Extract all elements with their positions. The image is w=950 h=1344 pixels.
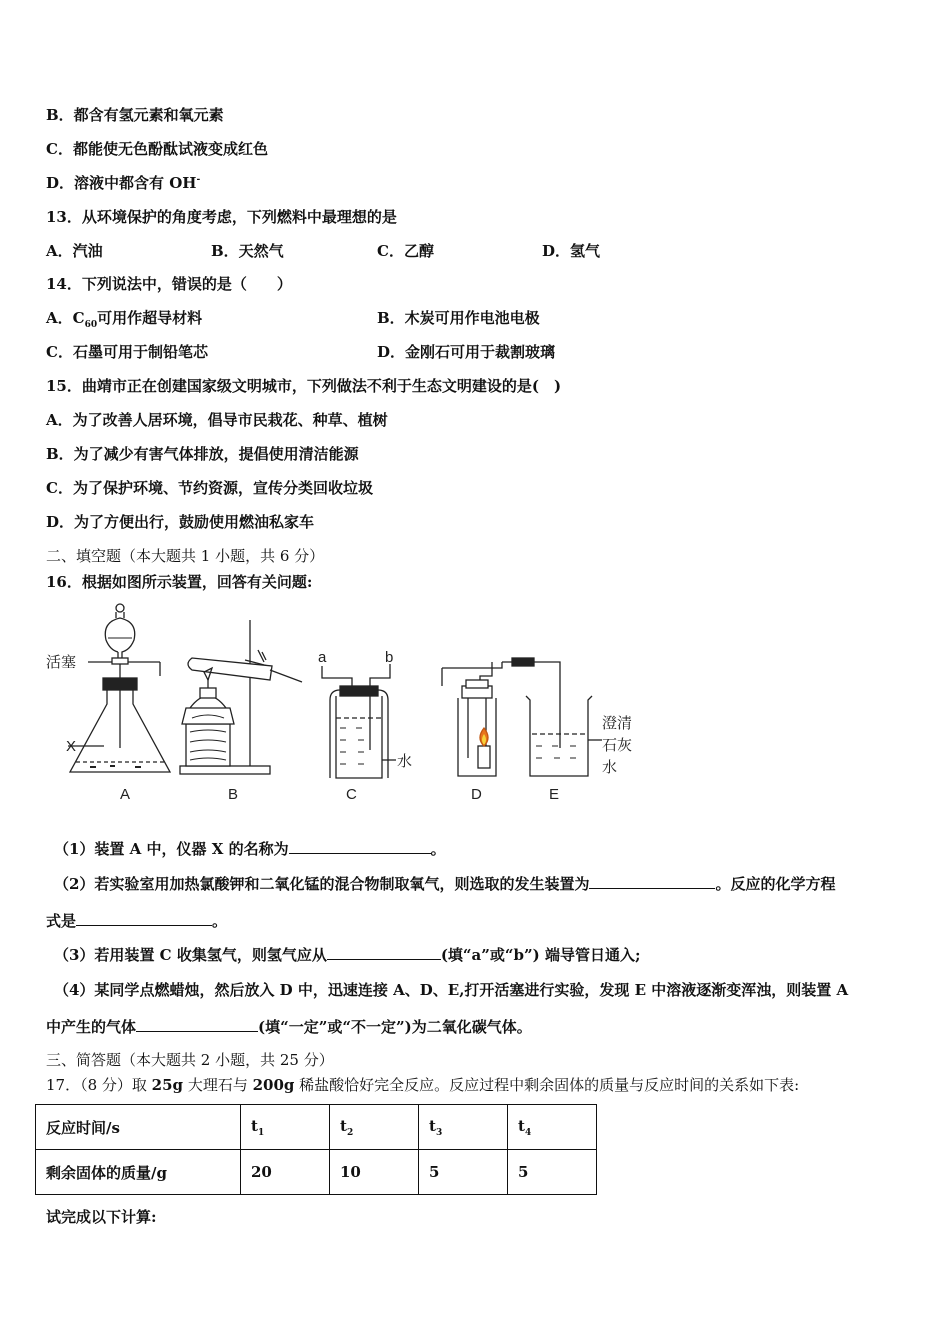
t1-letter: t (251, 1116, 258, 1135)
q17-stem-e: 稀盐酸恰好完全反应。反应过程中剩余固体的质量与反应时间的关系如下表: (294, 1076, 800, 1094)
q16-part3-blank[interactable] (327, 944, 441, 960)
q12-option-d (46, 172, 200, 193)
t3-letter: t (429, 1116, 436, 1135)
table-cell-t1 (241, 1105, 330, 1150)
q17-followup: 试完成以下计算: (46, 1208, 157, 1226)
q12-option-c: C．都能使无色酚酞试液变成红色 (46, 140, 268, 158)
q15-option-a: A．为了改善人居环境，倡导市民栽花、种草、植树 (46, 411, 388, 429)
label-port-b: b (385, 649, 394, 666)
q17-stem-marble: 25g (151, 1076, 184, 1094)
apparatus-c (322, 664, 396, 778)
q17-stem-acid: 200g (252, 1076, 295, 1094)
label-apparatus-b: B (228, 786, 239, 803)
q14-option-a (46, 307, 202, 330)
table-cell-m1: 20 (241, 1150, 330, 1195)
q14-option-d: D．金刚石可用于裁割玻璃 (377, 343, 556, 361)
q16-part3-end: (填“a”或“b”) 端导管日通入; (440, 946, 641, 964)
q16-part4-blank[interactable] (136, 1016, 258, 1032)
q15-option-c: C．为了保护环境、节约资源，宣传分类回收垃圾 (46, 479, 373, 497)
connecting-tube (502, 662, 560, 748)
label-stopcock: 活塞 (46, 654, 77, 671)
t1-sub: 1 (257, 1127, 265, 1138)
q16-part2-cont (46, 910, 227, 931)
q14-option-c: C．石墨可用于制铅笔芯 (46, 343, 208, 361)
q16-part2-blank-1[interactable] (589, 873, 715, 889)
label-apparatus-d: D (471, 786, 482, 803)
label-water: 水 (397, 753, 413, 770)
table-cell-m4: 5 (508, 1150, 597, 1195)
q13-option-d: D．氢气 (542, 242, 601, 260)
q13-option-a: A．汽油 (46, 242, 103, 260)
table-cell-t3 (419, 1105, 508, 1150)
label-x: X (66, 738, 77, 755)
table-header-time: 反应时间/s (36, 1105, 241, 1150)
t2-letter: t (340, 1116, 347, 1135)
apparatus-figure (40, 600, 660, 810)
q13-option-c: C．乙醇 (377, 242, 434, 260)
q15-stem: 15．曲靖市正在创建国家级文明城市，下列做法不利于生态文明建设的是( ) (46, 377, 562, 395)
table-cell-m3: 5 (419, 1150, 508, 1195)
q15-option-b: B．为了减少有害气体排放，提倡使用清洁能源 (46, 445, 359, 463)
q16-part4-cont (46, 1016, 532, 1037)
table-cell-t2 (330, 1105, 419, 1150)
q17-stem-c: 大理石与 (183, 1076, 253, 1094)
q14-a-prefix: A．C (46, 309, 85, 327)
q16-part2-text: （2）若实验室用加热氯酸钾和二氧化锰的混合物制取氧气，则选取的发生装置为 (54, 875, 590, 893)
label-limewater-1: 澄清 (602, 715, 633, 732)
q17-stem (46, 1074, 799, 1095)
q16-part4-cont-text: 中产生的气体 (46, 1018, 137, 1036)
q14-stem: 14．下列说法中，错误的是（ ） (46, 275, 292, 293)
label-apparatus-c: C (346, 786, 357, 803)
q16-part2-cont-text: 式是 (46, 912, 77, 930)
table-cell-m2: 10 (330, 1150, 419, 1195)
table-row-mass (36, 1150, 597, 1195)
label-limewater-3: 水 (602, 759, 618, 776)
q14-a-suffix: 可用作超导材料 (97, 309, 203, 327)
t3-sub: 3 (435, 1127, 443, 1138)
table-cell-t4 (508, 1105, 597, 1150)
q16-part2 (54, 873, 835, 894)
q16-part2-blank-2[interactable] (76, 910, 212, 926)
q16-part3-text: （3）若用装置 C 收集氢气，则氢气应从 (54, 946, 327, 964)
apparatus-b (180, 620, 302, 774)
section-3-heading: 三、简答题（本大题共 2 小题，共 25 分） (46, 1051, 334, 1069)
q16-part2-mid: 。反应的化学方程 (715, 875, 836, 893)
q16-part1-text: （1）装置 A 中，仪器 X 的名称为 (54, 840, 289, 858)
label-apparatus-e: E (549, 786, 560, 803)
q16-part2-end: 。 (212, 912, 228, 930)
q13-stem: 13．从环境保护的角度考虑，下列燃料中最理想的是 (46, 208, 397, 226)
label-limewater-2: 石灰 (602, 737, 633, 754)
apparatus-d (442, 662, 502, 776)
q16-part1 (54, 838, 446, 859)
q16-part1-end: 。 (430, 840, 446, 858)
q14-option-b: B．木炭可用作电池电极 (377, 309, 540, 327)
q12-option-b: B．都含有氢元素和氧元素 (46, 106, 224, 124)
q15-option-d: D．为了方便出行，鼓励使用燃油私家车 (46, 513, 315, 531)
q13-option-b: B．天然气 (211, 242, 284, 260)
section-2-heading: 二、填空题（本大题共 1 小题，共 6 分） (46, 547, 325, 565)
q16-part4-end: (填“一定”或“不一定”)为二氧化碳气体。 (258, 1018, 532, 1036)
apparatus-a (68, 604, 170, 772)
q16-part4: （4）某同学点燃蜡烛，然后放入 D 中，迅速连接 A、D、E,打开活塞进行实验，发现 E 中溶液逐渐变浑浊，则装置 A (54, 981, 849, 999)
t4-letter: t (518, 1116, 525, 1135)
t2-sub: 2 (346, 1127, 354, 1138)
q12-option-d-sup: - (196, 175, 201, 185)
label-apparatus-a: A (120, 786, 131, 803)
rubber-connector (512, 658, 534, 666)
table-header-mass: 剩余固体的质量/g (36, 1150, 241, 1195)
q16-part1-blank[interactable] (289, 838, 431, 854)
q17-stem-a: 17．（8 分）取 (46, 1076, 152, 1094)
label-port-a: a (318, 649, 327, 666)
t4-sub: 4 (524, 1127, 532, 1138)
q12-option-d-text: D．溶液中都含有 OH (46, 174, 197, 192)
q17-data-table (35, 1104, 597, 1195)
q16-stem: 16．根据如图所示装置，回答有关问题: (46, 573, 313, 591)
table-row-time (36, 1105, 597, 1150)
q14-a-sub: 60 (84, 320, 98, 330)
q16-part3 (54, 944, 641, 965)
apparatus-e (526, 696, 602, 776)
